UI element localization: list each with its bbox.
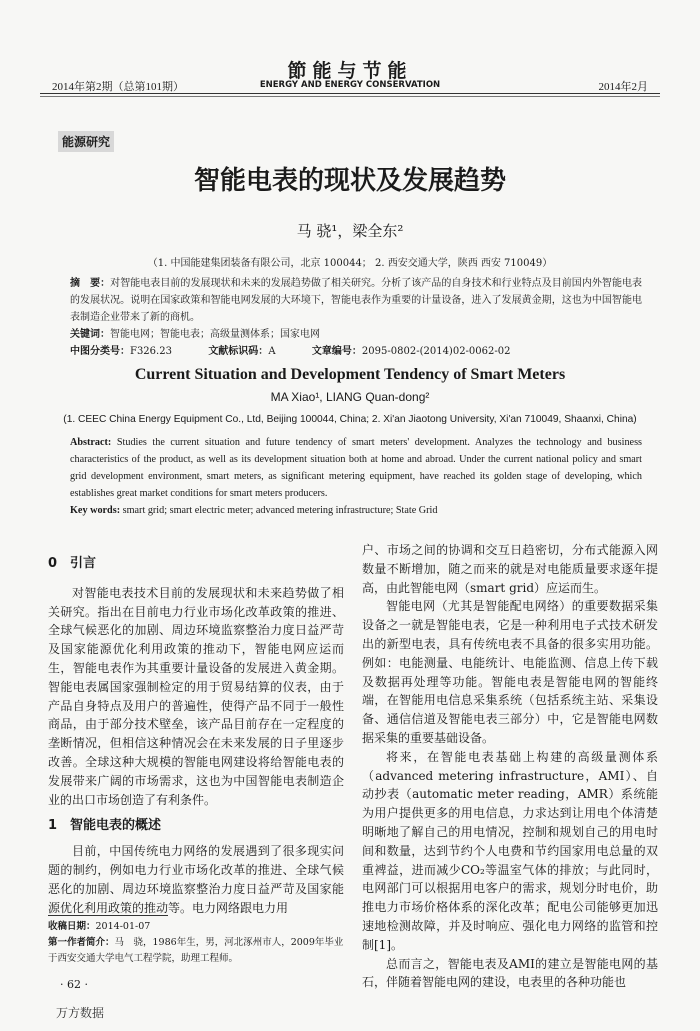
abstract-en-text: Studies the current situation and future tendency of smart meters' development. Analyzes the technology and business characteristics of the product, as well as its development situation both at home and abroad. Under the current national policy and smart grid development environment, smart meters, as significant metering equipment, have reached its golden stage of developing, which establishes great market conditions for smart meters producers.	[70, 437, 642, 499]
keywords-en	[70, 502, 642, 519]
right-paragraph-3: 将来，在智能电表基础上构建的高级量测体系（advanced metering infrastructure，AMI）、自动抄表（automatic meter reading，AMR）系统能为用户提供更多的用电信息，力求达到让用电个体清楚明晰地了解自己的用电情况，控制和规划自己的用电时间和数量，达到节约个人电费和节约国家用电总量的双重裨益，进而减少CO₂等温室气体的排放；与此同时，电网部门可以根据用电客户的需求，规划分时电价，助推电力市场价格体系的深化改革；配电公司能够更加迅速地检测故障，并及时响应、强化电力网络的监管和控制[1]。	[362, 749, 658, 952]
abstract-cn-text: 对智能电表目前的发展现状和未来的发展趋势做了相关研究。分析了该产品的自身技术和行业特点及目前国内外智能电表的发展状况。说明在国家政策和智能电网发展的大环境下，智能电表作为重要的计量设备，进入了发展黄金期，这也为中国智能电表制造企业带来了新的商机。	[70, 278, 643, 323]
header-rule	[40, 93, 660, 94]
section-tag: 能源研究	[58, 131, 114, 152]
author-bio	[48, 935, 344, 967]
abstract-cn-label: 摘 要：	[70, 278, 111, 289]
affiliation-en: (1. CEEC China Energy Equipment Co., Ltd, Beijing 100044, China; 2. Xi'an Jiaotong University, Xi'an 710049, Shaanxi, China)	[63, 414, 637, 425]
article-id-value: 2095-0802-(2014)02-0062-02	[361, 346, 511, 357]
abstract-en	[70, 434, 642, 502]
left-column	[48, 555, 344, 917]
section-1-paragraph: 目前，中国传统电力网络的发展遇到了很多现实问题的制约，例如电力行业市场化改革的推进、全球气候恶化的加剧、周边环境监察整治力度日益严苛及国家能源优化利用政策的推动等。电力网络跟电力用	[48, 844, 344, 915]
received-value: 2014-01-07	[95, 921, 151, 932]
doc-code-label: 文献标识码：	[208, 346, 269, 357]
right-paragraph-4: 总而言之，智能电表及AMI的建立是智能电网的基石，伴随着智能电网的建设，电表里的各种功能也	[362, 956, 658, 990]
journal-title-cn: 節能与节能	[287, 60, 413, 82]
clc-value: F326.23	[130, 346, 172, 357]
article-id-label: 文章编号：	[311, 346, 362, 357]
section-0-paragraph: 对智能电表技术目前的发展现状和未来趋势做了相关研究。指出在目前电力行业市场化改革政策的推进、全球气候恶化的加剧、周边环境监察整治力度日益严苛及国家能源优化利用政策的推动下，智能电网应运而生，智能电表作为其重要计量设备的发展进入黄金期。智能电表属国家强制检定的用于贸易结算的仪表，由于产品自身特点及用户的普遍性，使得产品不同于一般性商品，由于部分技术壁垒，该产品目前存在一定程度的垄断情况，但相信这种情况会在未来发展的日子里逐步改善。全球这种大规模的智能电网建设将给智能电表的发展带来广阔的市场需求，这也为中国智能电表制造企业的出口市场创造了有利条件。	[48, 585, 344, 807]
abstract-en-label: Abstract:	[70, 437, 112, 448]
authors-en: MA Xiao¹, LIANG Quan-dong²	[270, 390, 430, 404]
keywords-cn	[70, 326, 642, 343]
paper-title-cn: 智能电表的现状及发展趋势	[193, 166, 506, 196]
footnote-rule	[48, 915, 168, 916]
classification-line	[70, 343, 642, 360]
right-paragraph-2: 智能电网（尤其是智能配电网络）的重要数据采集设备之一就是智能电表，它是一种利用电子式技术研发出的新型电表，具有传统电表不具备的很多实用功能。例如：电能测量、电能统计、电能监测、信息上传下载及数据再处理等功能。智能电表是智能电网的智能终端，在智能用电信息采集系统（包括系统主站、采集设备、通信信道及智能电表三部分）中，它是智能电网数据采集的重要基础设备。	[362, 599, 658, 745]
right-paragraph-1: 户、市场之间的协调和交互日趋密切，分布式能源入网数量不断增加，随之而来的就是对电能质量要求逐年提高，由此智能电网（smart grid）应运而生。	[362, 543, 658, 595]
footnote	[48, 919, 344, 967]
header-issue: 2014年第2期（总第101期）	[52, 81, 184, 93]
keywords-cn-text: 智能电网；智能电表；高级量测体系；国家电网	[110, 329, 320, 340]
journal-title-en: ENERGY AND ENERGY CONSERVATION	[259, 80, 441, 90]
page-number: · 62 ·	[60, 978, 88, 991]
keywords-cn-label: 关键词：	[70, 329, 110, 340]
doc-code-value: A	[268, 346, 276, 357]
header-date: 2014年2月	[598, 81, 648, 93]
author-bio-text: 马 骁，1986年生，男，河北涿州市人，2009年毕业于西安交通大学电气工程学院，助理工程师。	[48, 937, 344, 964]
authors-cn: 马 骁¹，梁全东²	[296, 222, 404, 240]
clc-label: 中图分类号：	[70, 346, 130, 357]
section-1-heading: 1 智能电表的概述	[48, 818, 162, 834]
section-0-heading: 0 引言	[48, 556, 97, 571]
received-label: 收稿日期：	[48, 921, 96, 932]
paper-title-en: Current Situation and Development Tendency of Smart Meters	[134, 366, 566, 383]
header-rule-thin	[40, 96, 660, 97]
affiliation-cn: （1. 中国能建集团装备有限公司，北京 100044； 2. 西安交通大学，陕西 西安 710049）	[147, 258, 553, 269]
received-date	[48, 919, 344, 935]
right-column	[362, 541, 658, 992]
abstract-cn	[70, 275, 642, 326]
keywords-en-label: Key words:	[70, 505, 121, 516]
watermark: 万方数据	[56, 1006, 105, 1020]
keywords-en-text: smart grid; smart electric meter; advanced metering infrastructure; State Grid	[122, 505, 438, 516]
author-bio-label: 第一作者简介：	[48, 937, 115, 948]
